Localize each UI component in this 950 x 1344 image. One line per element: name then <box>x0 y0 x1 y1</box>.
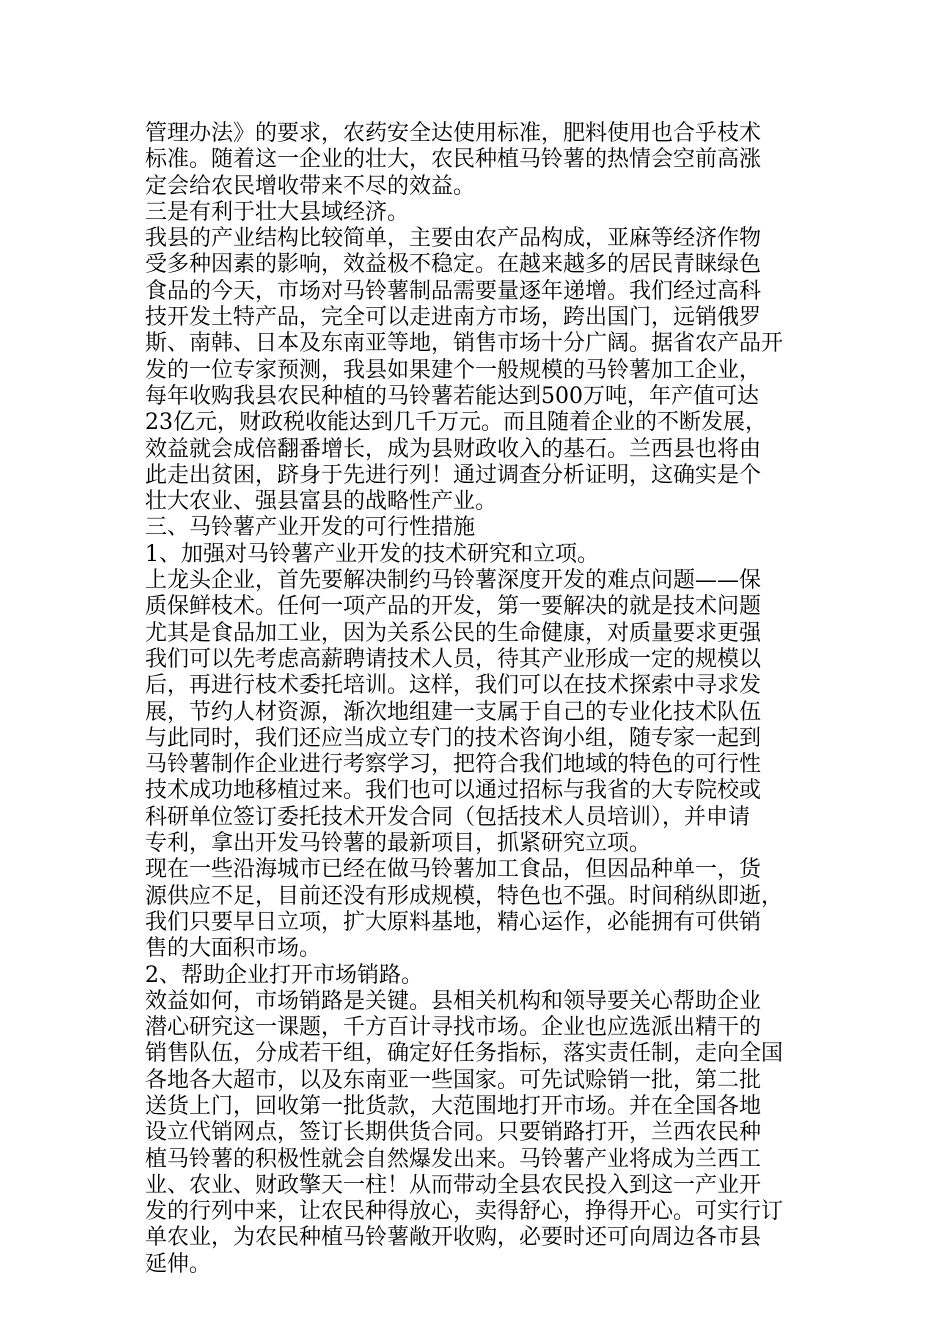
document-page <box>145 121 815 1278</box>
text-line: 现在一些沿海城市已经在做马铃薯加工食品，但因品种单一，货 <box>145 857 762 883</box>
text-line: 上龙头企业，首先要解决制约马铃薯深度开发的难点问题——保 <box>145 568 762 594</box>
text-line: 管理办法》的要求，农药安全达使用标准，肥料使用也合乎枝术 <box>145 121 762 146</box>
subsection-heading: 2、帮助企业打开市场销路。 <box>145 962 423 988</box>
text-line: 后，再进行枝术委托培训。这样，我们可以在技术探索中寻求发 <box>145 673 762 699</box>
text-line: 各地各大超市，以及东南亚一些国家。可先试赊销一批，第二批 <box>145 1067 762 1093</box>
text-line: 植马铃薯的积极性就会自然爆发出来。马铃薯产业将成为兰西工 <box>145 1146 762 1172</box>
text-line: 尤其是食品加工业，因为关系公民的生命健康，对质量要求更强 <box>145 620 762 646</box>
text-line: 设立代销网点，签订长期供货合同。只要销路打开，兰西农民种 <box>145 1120 762 1146</box>
section-heading: 三、马铃薯产业开发的可行性措施 <box>145 515 476 541</box>
text-line: 质保鲜枝术。任何一项产品的开发，第一要解决的就是技术问题 <box>145 594 762 620</box>
text-line: 壮大农业、强县富县的战略性产业。 <box>145 489 498 515</box>
subsection-heading: 1、加强对马铃薯产业开发的技术研究和立项。 <box>145 541 599 567</box>
text-line: 斯、南韩、日本及东南亚等地，销售市场十分广阔。据省农产品开 <box>145 331 784 357</box>
text-line: 单农业，为农民种植马铃薯敞开收购，必要时还可向周边各市县 <box>145 1225 762 1251</box>
text-line: 潜心研究这一课题，千方百计寻找市场。企业也应选派出精干的 <box>145 1015 762 1041</box>
text-line: 与此同时，我们还应当成立专门的技术咨询小组，随专家一起到 <box>145 725 762 751</box>
text-line: 展，节约人材资源，渐次地组建一支属于自己的专业化技术队伍 <box>145 699 762 725</box>
text-line: 受多种因素的影响，效益极不稳定。在越来越多的居民青睐绿色 <box>145 252 762 278</box>
text-line: 我县的产业结构比较简单，主要由农产品构成，亚麻等经济作物 <box>145 226 762 252</box>
text-line: 技术成功地移植过来。我们也可以通过招标与我省的大专院校或 <box>145 778 762 804</box>
text-line: 延伸。 <box>145 1251 212 1277</box>
text-line: 源供应不足，目前还没有形成规模，特色也不强。时间稍纵即逝， <box>145 883 784 909</box>
text-line: 我们只要早日立项，扩大原料基地，精心运作，必能拥有可供销 <box>145 909 762 935</box>
text-line: 此走出贫困，跻身于先进行列！通过调查分析证明，这确实是个 <box>145 462 762 488</box>
text-line: 效益如何，市场销路是关键。县相关机构和领导要关心帮助企业 <box>145 988 762 1014</box>
text-line: 定会给农民增收带来不尽的效益。 <box>145 173 476 199</box>
text-line: 发的一位专家预测，我县如果建个一般规模的马铃薯加工企业， <box>145 357 762 383</box>
text-line: 我们可以先考虑高薪聘请技术人员，待其产业形成一定的规模以 <box>145 646 762 672</box>
text-line: 售的大面积市场。 <box>145 936 322 962</box>
text-line: 23亿元，财政税收能达到几千万元。而且随着企业的不断发展， <box>145 410 767 436</box>
text-line: 科研单位签订委托技术开发合同（包括技术人员培训），并申请 <box>145 804 751 830</box>
text-line: 马铃薯制作企业进行考察学习，把符合我们地域的特色的可行性 <box>145 752 762 778</box>
text-line: 发的行列中来，让农民种得放心，卖得舒心，挣得开心。可实行订 <box>145 1199 784 1225</box>
text-line: 效益就会成倍翻番增长，成为县财政收入的基石。兰西县也将由 <box>145 436 762 462</box>
text-line: 技开发土特产品，完全可以走进南方市场，跨出国门，远销俄罗 <box>145 305 762 331</box>
text-line: 标准。随着这一企业的壮大，农民种植马铃薯的热情会空前高涨 <box>145 147 762 173</box>
text-line: 销售队伍，分成若干组，确定好任务指标，落实责任制，走向全国 <box>145 1041 784 1067</box>
section-heading: 三是有利于壮大县域经济。 <box>145 199 410 225</box>
text-line: 专利，拿出开发马铃薯的最新项目，抓紧研究立项。 <box>145 831 652 857</box>
text-line: 送货上门，回收第一批货款，大范围地打开市场。并在全国各地 <box>145 1093 762 1119</box>
text-line: 食品的今天，市场对马铃薯制品需要量逐年递增。我们经过高科 <box>145 278 762 304</box>
text-line: 业、农业、财政擎天一柱！从而带动全县农民投入到这一产业开 <box>145 1172 762 1198</box>
text-line: 每年收购我县农民种植的马铃薯若能达到500万吨，年产值可达 <box>145 383 759 409</box>
